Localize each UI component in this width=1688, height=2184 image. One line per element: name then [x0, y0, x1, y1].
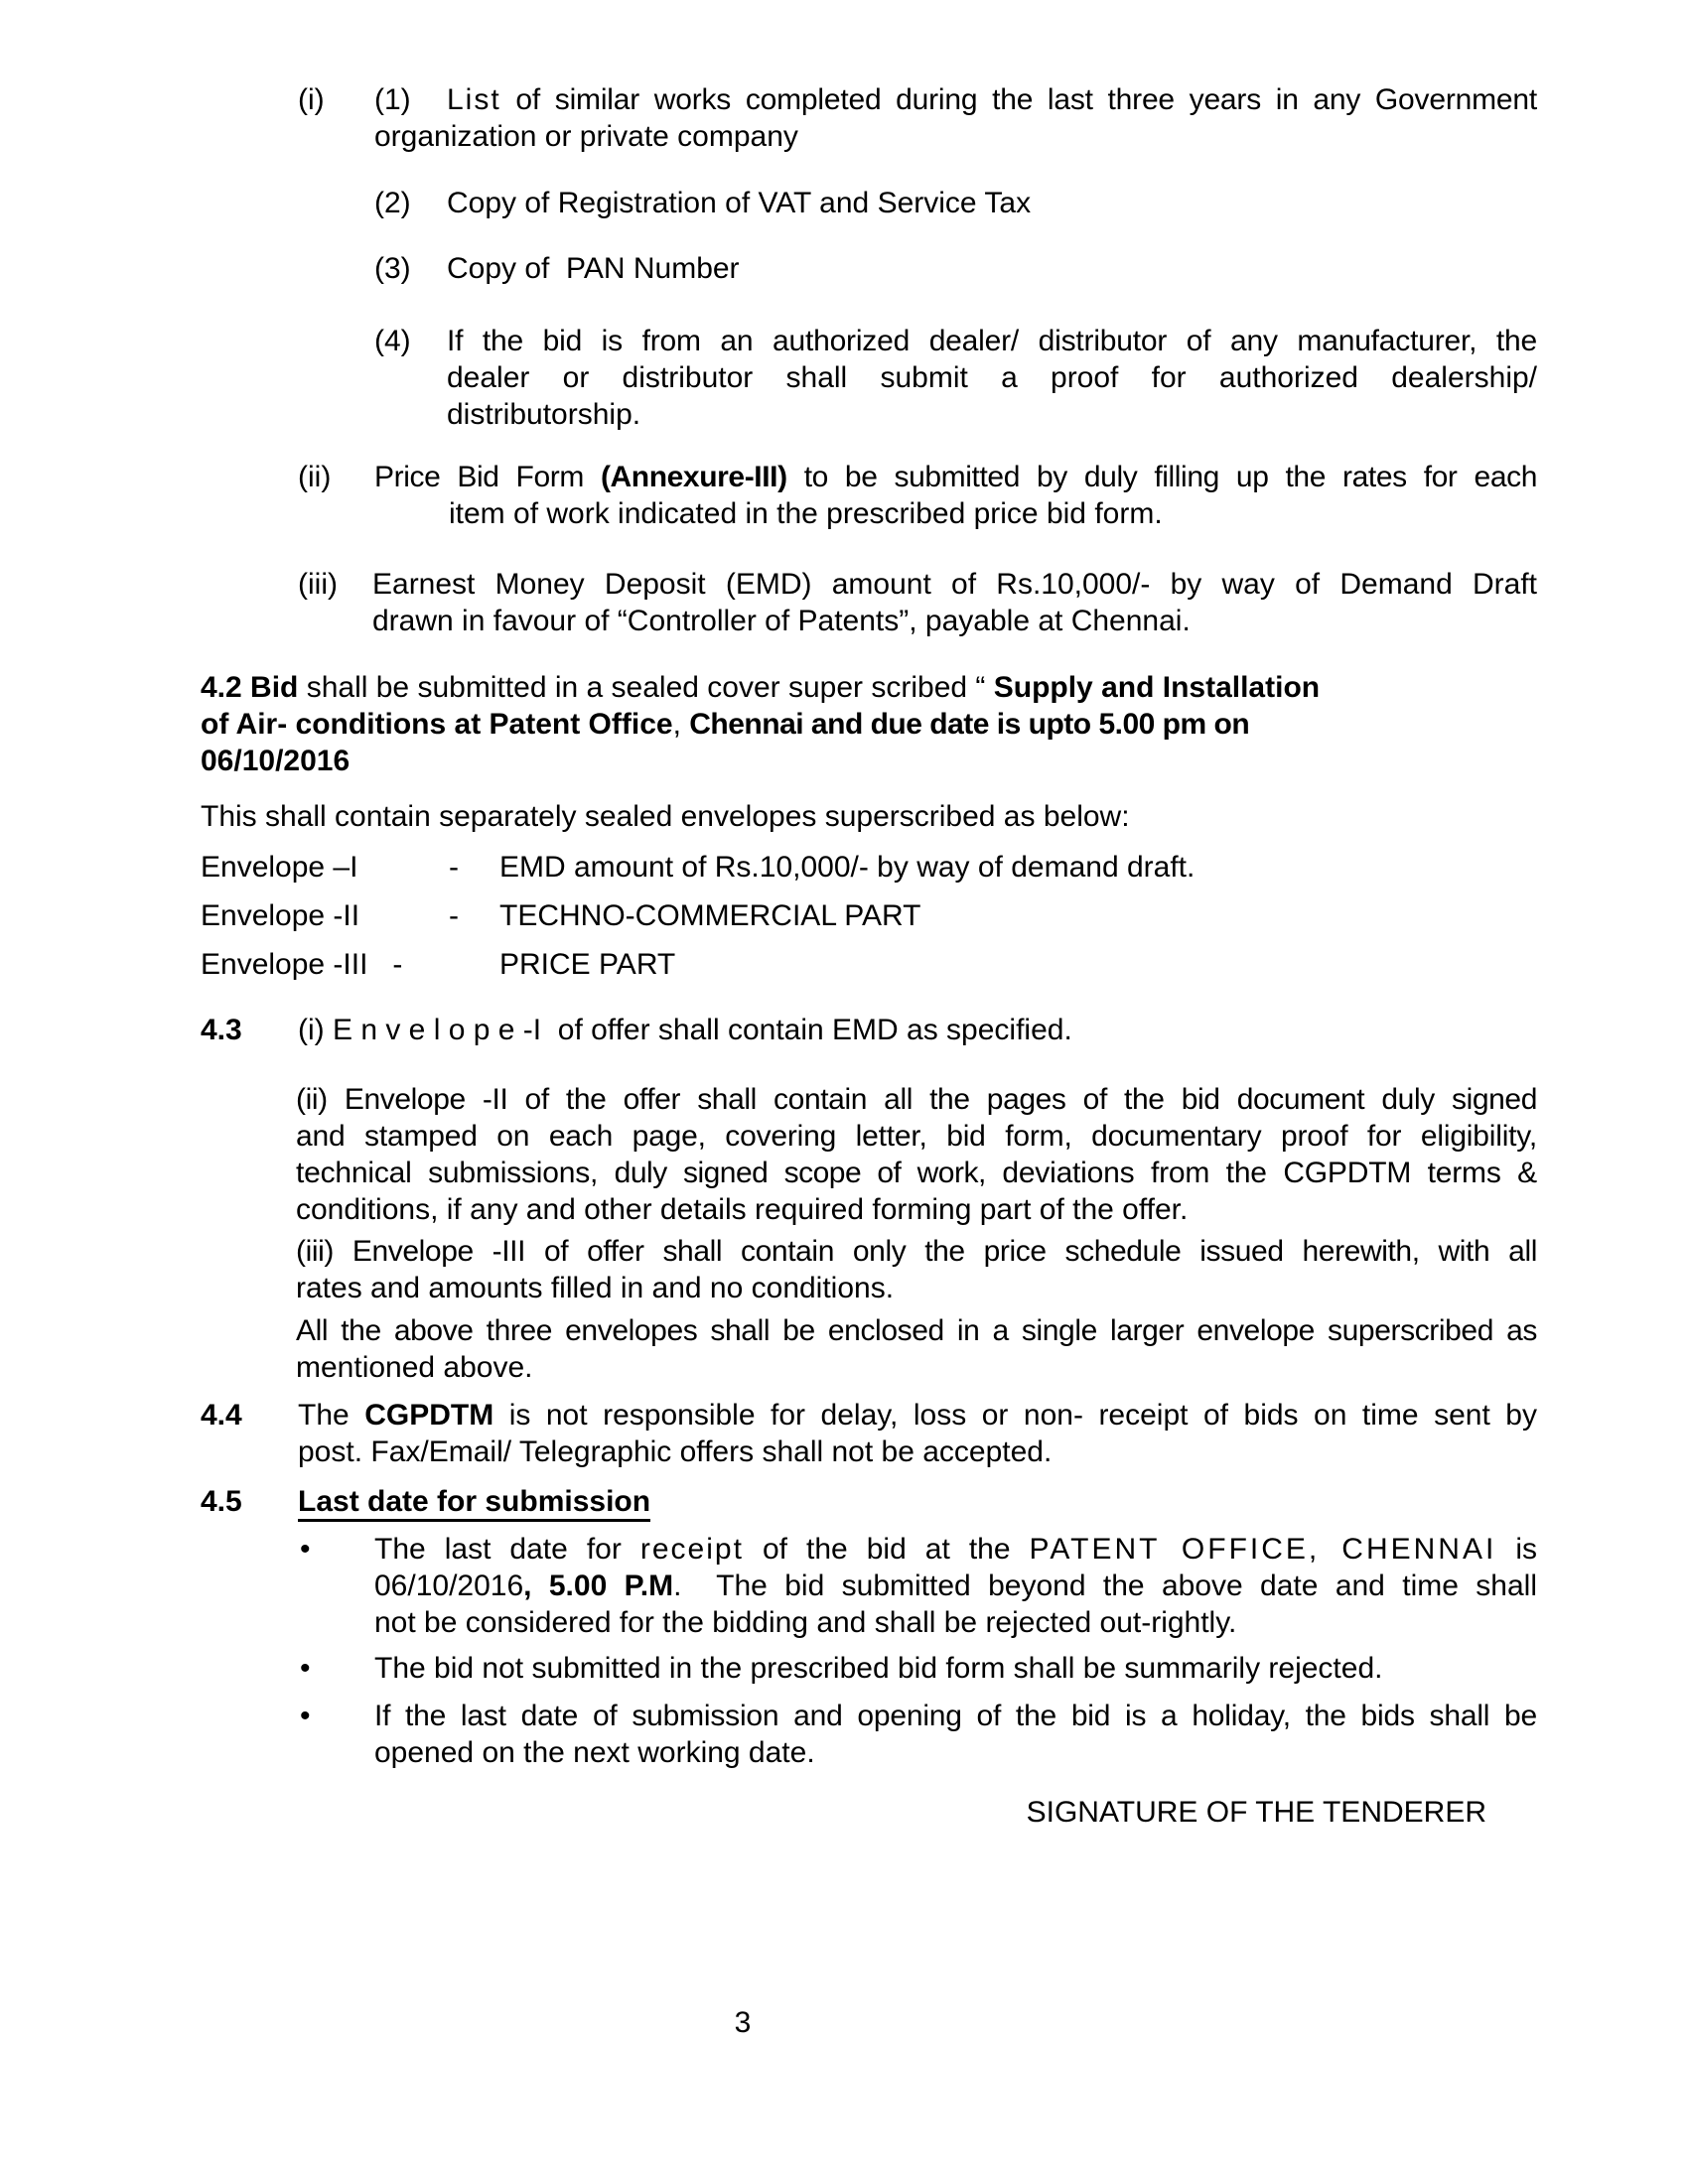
line: Copy of Registration of VAT and Service Tax: [447, 187, 1032, 219]
last-date-heading: Last date for submission: [298, 1485, 650, 1522]
envelope-dash: -: [449, 851, 459, 884]
text-segment: shall be submitted in a sealed cover super scribed “: [298, 671, 994, 704]
line: not be considered for the bidding and shall be rejected out-rightly.: [374, 1606, 1237, 1639]
line: [298, 1397, 1537, 1433]
text-segment: deviations from the CGPDTM terms &: [985, 1157, 1537, 1189]
text-segment-bold: CGPDTM: [364, 1399, 494, 1432]
text-segment-bold: Supply and Installation: [993, 671, 1321, 704]
line: organization or private company: [374, 120, 798, 153]
line: drawn in favour of “Controller of Patents”, payable at Chennai.: [372, 605, 1191, 637]
marker-ii: (ii): [298, 461, 332, 493]
list-item-4: [374, 323, 1537, 433]
section-4-2-heading: [201, 669, 1537, 779]
line: [201, 706, 1537, 743]
line: opened on the next working date.: [374, 1736, 815, 1769]
envelope-dash: -: [449, 899, 459, 932]
marker-i: (i): [298, 83, 325, 116]
section-number: 4.4: [201, 1399, 242, 1432]
page-number: 3: [734, 2006, 752, 2039]
intro-line: This shall contain separately sealed envelopes superscribed as below:: [201, 800, 1130, 833]
text-segment: 06/10/2016: [374, 1570, 524, 1602]
section-4-5: [201, 1483, 1537, 1520]
line: post. Fax/Email/ Telegraphic offers shall not be accepted.: [298, 1435, 1053, 1468]
text-segment: of similar works completed during the last three years in any Government: [500, 83, 1537, 116]
line: distributorship.: [447, 398, 641, 431]
text-segment: Price Bid Form: [374, 461, 601, 493]
list-item-3: [374, 250, 1537, 287]
envelope-label: Envelope –I: [201, 851, 358, 884]
marker-3: (3): [374, 252, 411, 285]
envelope-row: [201, 849, 1195, 886]
line: (ii) Envelope -II of the offer shall contain all the pages of the bid document duly signed: [296, 1083, 1537, 1116]
section-number: 4.5: [201, 1485, 242, 1518]
line: Copy of PAN Number: [447, 252, 740, 285]
text-segment: . The bid submitted beyond the above date and time shall: [673, 1570, 1537, 1602]
section-number: 4.3: [201, 1014, 242, 1046]
bullet-icon: •: [300, 1700, 311, 1732]
envelope-label: Envelope -II: [201, 899, 360, 932]
envelope-value: EMD amount of Rs.10,000/- by way of demand draft.: [499, 851, 1196, 884]
marker-1: (1): [374, 83, 411, 116]
bullet-icon: •: [300, 1652, 311, 1685]
text-segment: of the bid at the: [743, 1533, 1030, 1566]
bullet-icon: •: [300, 1533, 311, 1566]
line: All the above three envelopes shall be enclosed in a single larger envelope superscribed as: [296, 1314, 1537, 1347]
marker-4: (4): [374, 325, 411, 357]
list-item-iii: [298, 566, 1537, 639]
line: The bid not submitted in the prescribed bid form shall be summarily rejected.: [374, 1652, 1383, 1685]
bullet-item-1: [300, 1531, 1537, 1641]
line: (iii) Envelope -III of offer shall contain only the price schedule issued herewith, with all: [296, 1235, 1537, 1268]
paragraph-4-3-ii: [296, 1081, 1537, 1228]
line: [447, 81, 1537, 118]
line: [201, 669, 1537, 706]
text-segment: technical submissions,: [296, 1157, 615, 1189]
bullet-item-3: [300, 1698, 1537, 1771]
envelope-value: PRICE PART: [499, 948, 676, 981]
line: mentioned above.: [296, 1351, 533, 1384]
text-segment-bold: 4.2 Bid: [201, 671, 299, 704]
section-4-4: [201, 1397, 1537, 1470]
envelope-row: [201, 897, 920, 934]
line: rates and amounts filled in and no conditions.: [296, 1272, 895, 1304]
text-segment: The: [298, 1399, 365, 1432]
paragraph-4-3-all: [296, 1312, 1537, 1386]
envelope-label: Envelope -III -: [201, 948, 403, 981]
paragraph-4-3-iii: [296, 1233, 1537, 1306]
text-segment: is: [1496, 1533, 1537, 1566]
marker-iii: (iii): [298, 568, 338, 601]
text-segment: to be submitted by duly filling up the rates for each: [786, 461, 1537, 493]
line: [374, 1531, 1537, 1568]
text-segment-bold: , 5.00 P.M: [523, 1570, 674, 1602]
list-item-i-1: [298, 81, 1537, 155]
line: [374, 1568, 1537, 1604]
signature-line: SIGNATURE OF THE TENDERER: [1026, 1796, 1486, 1829]
line: If the last date of submission and opening of the bid is a holiday, the bids shall be: [374, 1700, 1537, 1732]
text-segment-bold: (Annexure-III): [600, 461, 787, 493]
text-segment-bold: of Air- conditions at Patent Office: [201, 708, 673, 741]
envelope-row: [201, 946, 675, 983]
text-segment: receipt: [639, 1533, 744, 1566]
line: (i) E n v e l o p e -I of offer shall contain EMD as specified.: [298, 1014, 1072, 1046]
line: Earnest Money Deposit (EMD) amount of Rs.10,000/- by way of Demand Draft: [372, 568, 1537, 601]
text-segment: PATENT OFFICE, CHENNAI: [1029, 1533, 1497, 1566]
line: dealer or distributor shall submit a proof for authorized dealership/: [447, 361, 1537, 394]
text-segment: List: [447, 83, 501, 116]
list-item-ii: [298, 459, 1537, 532]
section-4-3: [201, 1012, 1537, 1048]
text-segment: ,: [672, 708, 690, 741]
text-segment-bold: Chennai and due date is upto 5.00 pm on: [689, 708, 1250, 741]
line: conditions, if any and other details required forming part of the offer.: [296, 1193, 1189, 1226]
line: [201, 743, 1537, 779]
line: [296, 1155, 1537, 1191]
line: If the bid is from an authorized dealer/ distributor of any manufacturer, the: [447, 325, 1537, 357]
envelope-value: TECHNO-COMMERCIAL PART: [499, 899, 921, 932]
text-segment: The last date for: [374, 1533, 640, 1566]
text-segment: is not responsible for delay, loss or non- receipt of bids on time sent by: [493, 1399, 1537, 1432]
bullet-item-2: [300, 1650, 1537, 1687]
line: item of work indicated in the prescribed price bid form.: [449, 497, 1163, 530]
list-item-2: [374, 185, 1537, 221]
envelope-list: [201, 849, 1537, 998]
line: [298, 1483, 1537, 1520]
line: [374, 459, 1537, 495]
marker-2: (2): [374, 187, 411, 219]
text-segment: duly signed scope of work,: [614, 1157, 986, 1189]
text-segment-bold: 06/10/2016: [201, 745, 351, 777]
line: and stamped on each page, covering letter, bid form, documentary proof for eligibility,: [296, 1120, 1537, 1153]
